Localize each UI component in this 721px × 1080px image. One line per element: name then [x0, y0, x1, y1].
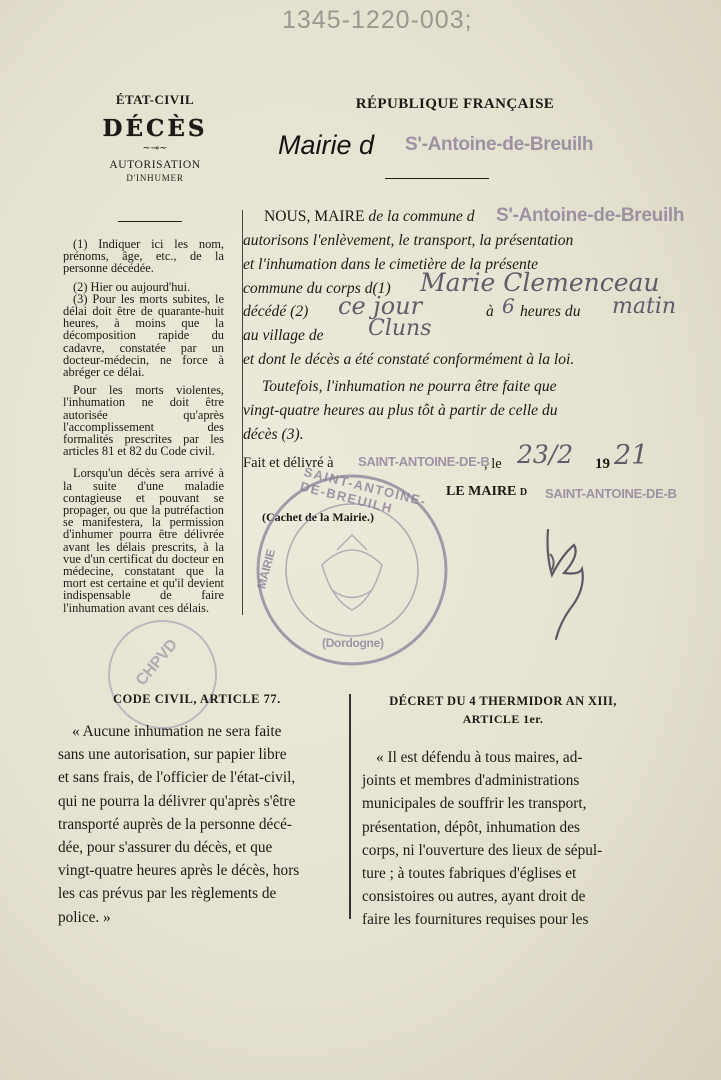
death-hour: 6	[502, 294, 515, 318]
heures-label: heures du	[520, 303, 581, 320]
archive-stamp	[108, 620, 217, 729]
autorisation-label: AUTORISATION	[109, 159, 201, 171]
dinhumer-label: D'INHUMER	[126, 173, 184, 183]
death-time-of-day: matin	[612, 294, 677, 319]
signature-graphic	[528, 520, 608, 650]
code-civil-line: les cas prévus par les règlements de	[58, 885, 277, 903]
decret-title-line-2: ARTICLE 1er.	[462, 712, 544, 726]
fait-label: Fait et délivré à	[243, 455, 334, 471]
code-civil-line: dée, pour s'assurer du décès, et que	[58, 839, 273, 857]
body-line-10: décès (3).	[243, 426, 304, 443]
left-header	[70, 92, 240, 183]
year-handwritten: 21	[614, 440, 649, 471]
commune-stamp: S'-Antoine-de-Breuilh	[496, 205, 685, 226]
republique-heading: RÉPUBLIQUE FRANÇAISE	[355, 96, 555, 112]
code-civil-line: transporté auprès de la personne décé-	[58, 815, 293, 833]
body-line-1	[264, 205, 475, 229]
header-rule-left	[118, 221, 182, 222]
body-line-3: et l'inhumation dans le cimetière de la présente	[243, 256, 539, 273]
village-name: Cluns	[368, 316, 432, 341]
code-civil-title: CODE CIVIL, ARTICLE 77.	[113, 692, 281, 706]
mairie-seal	[252, 464, 452, 670]
decret-line: municipales de souffrir les transport,	[362, 795, 587, 813]
decret-line: joints et membres d'administrations	[362, 772, 580, 790]
code-civil-line: qui ne pourra la délivrer qu'après s'être	[58, 792, 296, 810]
body-line-9: vingt-quatre heures au plus tôt à partir de celle du	[243, 402, 558, 419]
code-civil-line: vingt-quatre heures après le décès, hors	[58, 862, 300, 880]
decret-title-line-1: DÉCRET DU 4 THERMIDOR AN XIII,	[389, 694, 617, 708]
deceased-name: Marie Clemenceau	[420, 268, 660, 297]
note-5: Lorsqu'un décès sera arrivé à la suite d'une maladie contagieuse et pouvant se propager, ou que la putréfaction se manifestera, la permission d'inhumer pourra être délivrée avant les délais prescrits, à la vue d'un certificat du docteur en médecine, constatant que la mort est certaine et qu'il devient indispensable de faire l'inhumation avant ces délais.	[63, 466, 224, 615]
code-civil-line: police. »	[58, 908, 111, 926]
body-line-2: autorisons l'enlèvement, le transport, la présentation	[243, 232, 574, 249]
le-label: , le	[484, 456, 502, 472]
nous-maire: NOUS, MAIRE	[264, 208, 365, 225]
body-line-4: commune du corps d(1)	[243, 280, 391, 297]
note-2: (2) Hier ou aujourd'hui.	[73, 279, 191, 294]
decret-line: corps, ni l'ouverture des lieux de sépul-	[362, 841, 603, 859]
mairie-label: Mairie d	[278, 130, 375, 160]
notes-column	[63, 238, 224, 620]
date-handwritten: 23/2	[517, 440, 574, 469]
a-label: à	[486, 303, 494, 320]
body-line-1-text: de la commune d	[368, 208, 475, 225]
maire-stamp: SAINT-ANTOINE-DE-B	[545, 486, 677, 501]
decret-line: consistoires ou autres, ayant droit de	[362, 888, 586, 906]
note-3: (3) Pour les morts subites, le délai doit être de quarante-huit heures, à moins que la décomposition rapide du cadavre, constatée par un docteur-médecin, ne force à abréger ce délai.	[63, 291, 224, 380]
decret-line: ture ; à toutes fabriques d'églises et	[362, 865, 577, 883]
village-label: au village de	[243, 327, 324, 344]
code-civil-line: sans une autorisation, sur papier libre	[58, 746, 287, 764]
code-civil-line: et sans frais, de l'officier de l'état-civil,	[58, 769, 296, 787]
archive-stamp-text: CHPVD	[132, 636, 181, 690]
ornament-divider: ~⊸~	[142, 143, 168, 154]
seal-bottom-text: (Dordogne)	[322, 636, 384, 650]
etat-civil-label: ÉTAT-CIVIL	[115, 92, 195, 107]
mairie-stamp: S'-Antoine-de-Breuilh	[405, 134, 594, 155]
code-civil-line: « Aucune inhumation ne sera faite	[72, 723, 282, 740]
le-maire-label: LE MAIRE d	[446, 484, 528, 499]
body-line-7: et dont le décès a été constaté conformément à la loi.	[243, 351, 575, 368]
decret-line: « Il est défendu à tous maires, ad-	[376, 749, 583, 766]
mayor-signature	[528, 520, 608, 654]
note-4: Pour les morts violentes, l'inhumation ne doit être autorisée qu'après l'accomplissement des formalités prescrites par les articles 81 et 82 du Code civil.	[63, 383, 224, 459]
decret-text	[362, 746, 644, 932]
year-printed: 19	[595, 456, 610, 472]
bottom-column-divider	[349, 694, 351, 919]
decret-line: faire les fournitures requises pour les	[362, 911, 589, 929]
archive-reference: 1345-1220-003;	[282, 6, 473, 34]
body-line-8: Toutefois, l'inhumation ne pourra être faite que	[262, 378, 557, 395]
decede-label: décédé (2)	[243, 303, 309, 320]
code-civil-text	[58, 720, 340, 929]
note-1: (1) Indiquer ici les nom, prénoms, âge, etc., de la personne décédée.	[63, 237, 224, 276]
header-rule-right	[385, 178, 489, 179]
decret-title	[378, 694, 628, 727]
seal-top-text: SAINT-ANTOINE-DE-BREUILH	[298, 464, 429, 517]
death-day: ce jour	[338, 292, 423, 320]
deces-title: DÉCÈS	[102, 115, 208, 142]
seal-left-text: MAIRIE	[254, 547, 279, 591]
decret-line: présentation, dépôt, inhumation des	[362, 818, 580, 836]
cachet-label: (Cachet de la Mairie.)	[262, 510, 374, 524]
place-stamp: SAINT-ANTOINE-DE-B	[358, 454, 490, 469]
